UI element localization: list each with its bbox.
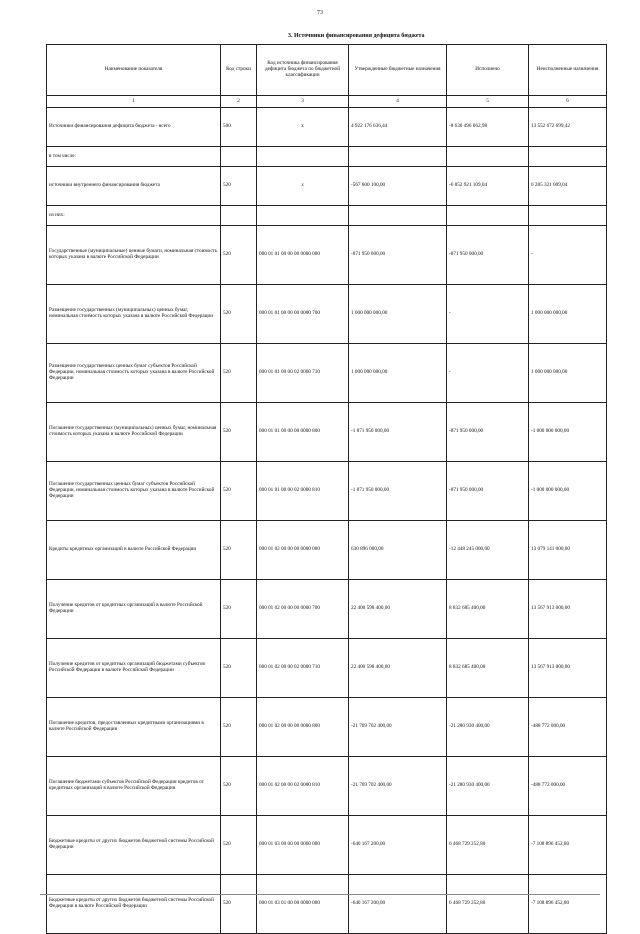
table-row (47, 344, 607, 403)
cell-executed (447, 147, 529, 167)
table-row (47, 757, 607, 816)
table-row (47, 698, 607, 757)
table-row (47, 108, 607, 147)
cell-name: Бюджетные кредиты от других бюджетов бюджетной системы Российской Федерации (47, 816, 221, 875)
cell-name: Получение кредитов от кредитных организаций в валюте Российской Федерации (47, 580, 221, 639)
bottom-rule (40, 894, 600, 895)
cell-name: Погашение кредитов, предоставленных кредитными организациями в валюте Российской Федерации (47, 698, 221, 757)
cell-code (257, 206, 349, 226)
cell-executed: -871 950 000,00 (447, 226, 529, 285)
cell-name: из них: (47, 206, 221, 226)
cell-executed: -871 950 000,00 (447, 462, 529, 521)
cell-code: x (257, 167, 349, 206)
cell-unexecuted (529, 147, 607, 167)
cell-code: 000 01 01 00 00 00 0000 700 (257, 285, 349, 344)
table-row (47, 816, 607, 875)
cell-executed: -6 852 921 109,04 (447, 167, 529, 206)
cell-approved: 1 000 000 000,00 (349, 285, 447, 344)
cell-code: 000 01 02 00 00 00 0000 000 (257, 521, 349, 580)
table-row (47, 462, 607, 521)
cell-code: 000 01 01 00 00 02 0000 810 (257, 462, 349, 521)
cell-name: Размещение государственных (муниципальных) ценных бумаг, номинальная стоимость которых указана в валюте Российской Федерации (47, 285, 221, 344)
cell-unexecuted: 1 000 000 000,00 (529, 344, 607, 403)
section-title: 3. Источники финансирования дефицита бюджета (288, 33, 425, 39)
cell-line: 520 (221, 580, 257, 639)
cell-executed: -8 630 496 062,98 (447, 108, 529, 147)
cell-code (257, 147, 349, 167)
cell-line: 520 (221, 816, 257, 875)
cell-executed: -21 280 930 400,00 (447, 757, 529, 816)
header-line: Код строки (221, 45, 257, 96)
cell-unexecuted: 13 567 913 000,00 (529, 580, 607, 639)
cell-name: Погашение государственных ценных бумаг субъектов Российской Федерации, номинальная стоимость которых указана в валюте Российской Федерации (47, 462, 221, 521)
deficit-sources-table (46, 44, 607, 934)
cell-approved: -21 769 702 400,00 (349, 698, 447, 757)
cell-name: в том числе: (47, 147, 221, 167)
cell-line: 520 (221, 344, 257, 403)
table-row (47, 206, 607, 226)
cell-name: Получение кредитов от кредитных организаций бюджетами субъектов Российской Федерации в валюте Российской Федерации (47, 639, 221, 698)
cell-unexecuted: 1 000 000 000,00 (529, 285, 607, 344)
cell-name: Государственные (муниципальные) ценные бумаги, номинальная стоимость которых указана в валюте Российской Федерации (47, 226, 221, 285)
cell-name: Погашение государственных (муниципальных) ценных бумаг, номинальная стоимость которых указана в валюте Российской Федерации (47, 403, 221, 462)
cell-unexecuted: 13 552 672 699,42 (529, 108, 607, 147)
cell-name: Размещение государственных ценных бумаг субъектов Российской Федерации, номинальная стоимость которых указана в валюте Российской Федерации (47, 344, 221, 403)
cell-line: 520 (221, 639, 257, 698)
column-number: 4 (349, 96, 447, 108)
cell-executed: -871 950 000,00 (447, 403, 529, 462)
cell-line: 520 (221, 226, 257, 285)
cell-code: 000 01 01 00 00 00 0000 800 (257, 403, 349, 462)
cell-name: Источники финансирования дефицита бюджета - всего (47, 108, 221, 147)
header-unexecuted: Неисполненные назначения (529, 45, 607, 96)
cell-code: 000 01 02 00 00 02 0000 710 (257, 639, 349, 698)
cell-code: x (257, 108, 349, 147)
cell-line: 520 (221, 403, 257, 462)
cell-code: 000 01 03 00 00 00 0000 000 (257, 816, 349, 875)
column-number: 1 (47, 96, 221, 108)
cell-executed: 6 468 729 252,80 (447, 816, 529, 875)
cell-line: 520 (221, 875, 257, 934)
cell-code: 000 01 01 00 00 02 0000 710 (257, 344, 349, 403)
cell-line: 500 (221, 108, 257, 147)
cell-code: 000 01 02 00 00 00 0000 700 (257, 580, 349, 639)
cell-executed: - (447, 285, 529, 344)
cell-approved (349, 147, 447, 167)
table-row (47, 167, 607, 206)
header-name: Наименование показателя (47, 45, 221, 96)
cell-unexecuted: 13 079 141 000,00 (529, 521, 607, 580)
header-executed: Исполнено (447, 45, 529, 96)
cell-approved: 22 400 598 400,00 (349, 580, 447, 639)
cell-approved: 630 896 000,00 (349, 521, 447, 580)
cell-line: 520 (221, 167, 257, 206)
cell-approved: -1 871 950 000,00 (349, 462, 447, 521)
column-number: 3 (257, 96, 349, 108)
cell-approved: -640 167 200,00 (349, 816, 447, 875)
cell-approved: -567 600 100,00 (349, 167, 447, 206)
cell-unexecuted: -7 108 896 452,80 (529, 875, 607, 934)
cell-name: Погашение бюджетами субъектов Российской Федерации кредитов от кредитных организаций в валюте Российской Федерации (47, 757, 221, 816)
cell-executed: -12 448 245 000,00 (447, 521, 529, 580)
column-number: 6 (529, 96, 607, 108)
cell-unexecuted: -488 772 000,00 (529, 698, 607, 757)
cell-unexecuted: - (529, 226, 607, 285)
column-number-row (47, 96, 607, 108)
table-row (47, 580, 607, 639)
table-row (47, 875, 607, 934)
cell-approved: -640 167 200,00 (349, 875, 447, 934)
cell-executed (447, 206, 529, 226)
header-code: Код источника финансирования дефицита бюджета по бюджетной классификации (257, 45, 349, 96)
cell-code: 000 01 01 00 00 00 0000 000 (257, 226, 349, 285)
cell-approved: -21 769 702 400,00 (349, 757, 447, 816)
cell-executed: - (447, 344, 529, 403)
table-row (47, 521, 607, 580)
cell-name: Бюджетные кредиты от других бюджетов бюджетной системы Российской Федерации в валюте Российской Федерации (47, 875, 221, 934)
cell-line (221, 206, 257, 226)
table-row (47, 639, 607, 698)
table-row (47, 226, 607, 285)
table-row (47, 147, 607, 167)
cell-unexecuted (529, 206, 607, 226)
cell-code: 000 01 02 00 00 02 0000 810 (257, 757, 349, 816)
cell-executed: 8 832 685 400,00 (447, 580, 529, 639)
cell-unexecuted: 13 567 913 000,00 (529, 639, 607, 698)
cell-approved: 4 922 176 636,44 (349, 108, 447, 147)
cell-line (221, 147, 257, 167)
header-approved: Утвержденные бюджетные назначения (349, 45, 447, 96)
cell-approved: -871 950 000,00 (349, 226, 447, 285)
cell-unexecuted: -7 108 896 452,80 (529, 816, 607, 875)
cell-unexecuted: 6 285 321 009,04 (529, 167, 607, 206)
cell-line: 520 (221, 521, 257, 580)
cell-unexecuted: -1 000 000 000,00 (529, 403, 607, 462)
cell-approved: 1 000 000 000,00 (349, 344, 447, 403)
column-number: 2 (221, 96, 257, 108)
cell-approved (349, 206, 447, 226)
cell-name: Кредиты кредитных организаций в валюте Российской Федерации (47, 521, 221, 580)
page-number: 73 (317, 10, 323, 16)
cell-line: 520 (221, 698, 257, 757)
cell-code: 000 01 03 01 00 00 0000 000 (257, 875, 349, 934)
cell-executed: 6 468 729 252,80 (447, 875, 529, 934)
table-row (47, 285, 607, 344)
table-row (47, 403, 607, 462)
cell-executed: 8 832 685 400,00 (447, 639, 529, 698)
cell-approved: -1 871 950 000,00 (349, 403, 447, 462)
cell-line: 520 (221, 285, 257, 344)
cell-unexecuted: -1 000 000 000,00 (529, 462, 607, 521)
cell-line: 520 (221, 757, 257, 816)
column-number: 5 (447, 96, 529, 108)
table-header-row (47, 45, 607, 96)
cell-line: 520 (221, 462, 257, 521)
cell-unexecuted: -488 772 000,00 (529, 757, 607, 816)
cell-name: источники внутреннего финансирования бюджета (47, 167, 221, 206)
cell-executed: -21 280 930 400,00 (447, 698, 529, 757)
cell-approved: 22 400 598 400,00 (349, 639, 447, 698)
cell-code: 000 01 02 00 00 00 0000 800 (257, 698, 349, 757)
